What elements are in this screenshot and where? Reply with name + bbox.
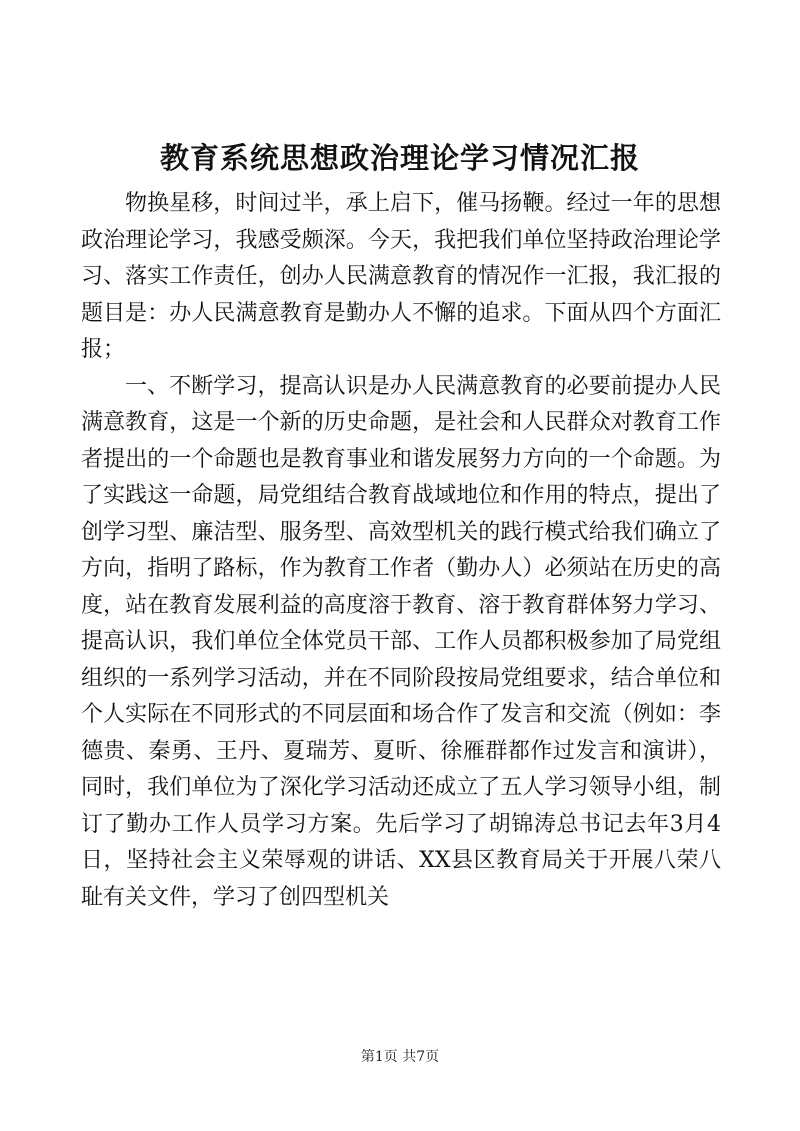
paragraph-section-one: 一、不断学习，提高认识是办人民满意教育的必要前提办人民满意教育，这是一个新的历史命题，是社会和人民群众对教育工作者提出的一个命题也是教育事业和谐发展努力方向的一个命题。为了实践这一命题，局党组结合教育战域地位和作用的特点，提出了创学习型、廉洁型、服务型、高效型机关的践行模式给我们确立了方向，指明了路标，作为教育工作者（勤办人）必须站在历史的高度，站在教育发展利益的高度溶于教育、溶于教育群体努力学习、提高认识，我们单位全体党员干部、工作人员都积极参加了局党组组织的一系列学习活动，并在不同阶段按局党组要求，结合单位和个人实际在不同形式的不同层面和场合作了发言和交流（例如：李德贵、秦勇、王丹、夏瑞芳、夏昕、徐雁群都作过发言和演讲），同时，我们单位为了深化学习活动还成立了五人学习领导小组，制订了勤办工作人员学习方案。先后学习了胡锦涛总书记去年3月4日，坚持社会主义荣辱观的讲话、XX县区教育局关于开展八荣八耻有关文件，学习了创四型机关	[81, 373, 721, 910]
paragraph-intro: 物换星移，时间过半，承上启下，催马扬鞭。经过一年的思想政治理论学习，我感受颇深。今天，我把我们单位坚持政治理论学习、落实工作责任，创办人民满意教育的情况作一汇报，我汇报的题目是：办人民满意教育是勤办人不懈的追求。下面从四个方面汇报；	[81, 191, 721, 362]
document-title: 教育系统思想政治理论学习情况汇报	[159, 141, 640, 175]
page-footer: 第1页 共7页	[360, 1049, 440, 1065]
document-body	[81, 186, 721, 916]
